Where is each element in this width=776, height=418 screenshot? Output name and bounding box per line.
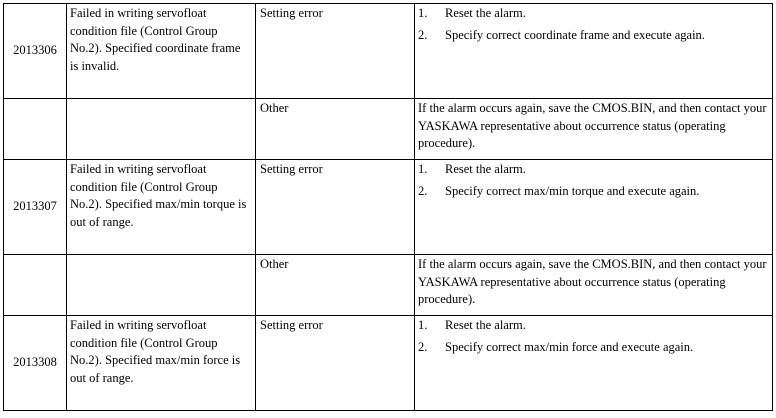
alarm-message: Failed in writing servofloat condition file (Control Group No.2). Specified max/min torque is out of range.: [67, 160, 256, 255]
remedy-step: [418, 317, 768, 335]
alarm-code: 2013307: [4, 160, 67, 255]
alarm-cause: Setting error: [256, 4, 415, 99]
alarm-code: 2013308: [4, 316, 67, 411]
remedy-step: [418, 339, 768, 357]
alarm-code-empty: [4, 99, 67, 160]
step-number: 1.: [418, 6, 428, 20]
alarm-cause: Setting error: [256, 160, 415, 255]
table-row: [4, 316, 773, 411]
step-text: Reset the alarm.: [445, 162, 526, 176]
step-number: 2.: [418, 339, 428, 354]
alarm-message: Failed in writing servofloat condition file (Control Group No.2). Specified max/min force is out of range.: [67, 316, 256, 411]
alarm-table: [3, 3, 773, 411]
remedy-step: [418, 161, 768, 179]
remedy-step: [418, 183, 768, 201]
step-number: 2.: [418, 27, 428, 42]
step-number: 1.: [418, 162, 428, 176]
step-text: Specify correct coordinate frame and execute again.: [445, 27, 705, 42]
alarm-remedy: [415, 316, 773, 411]
step-text: Reset the alarm.: [445, 318, 526, 332]
alarm-remedy: [415, 160, 773, 255]
alarm-code: 2013306: [4, 4, 67, 99]
remedy-steps: [418, 161, 768, 200]
step-text: Reset the alarm.: [445, 6, 526, 20]
table-row: [4, 4, 773, 99]
remedy-step: [418, 5, 768, 23]
alarm-code-empty: [4, 255, 67, 316]
remedy-steps: [418, 5, 768, 44]
alarm-message: Failed in writing servofloat condition file (Control Group No.2). Specified coordinate frame is invalid.: [67, 4, 256, 99]
table-row: [4, 99, 773, 160]
alarm-message-empty: [67, 99, 256, 160]
alarm-remedy: If the alarm occurs again, save the CMOS.BIN, and then contact your YASKAWA representative about occurrence status (operating procedure).: [415, 99, 773, 160]
alarm-remedy: If the alarm occurs again, save the CMOS.BIN, and then contact your YASKAWA representative about occurrence status (operating procedure).: [415, 255, 773, 316]
alarm-cause: Setting error: [256, 316, 415, 411]
step-text: Specify correct max/min force and execute again.: [445, 339, 694, 354]
table-row: [4, 255, 773, 316]
step-text: Specify correct max/min torque and execute again.: [445, 183, 700, 198]
step-number: 1.: [418, 318, 428, 332]
remedy-steps: [418, 317, 768, 356]
table-row: [4, 160, 773, 255]
alarm-cause: Other: [256, 255, 415, 316]
alarm-message-empty: [67, 255, 256, 316]
remedy-step: [418, 27, 768, 45]
step-number: 2.: [418, 183, 428, 198]
alarm-remedy: [415, 4, 773, 99]
alarm-cause: Other: [256, 99, 415, 160]
